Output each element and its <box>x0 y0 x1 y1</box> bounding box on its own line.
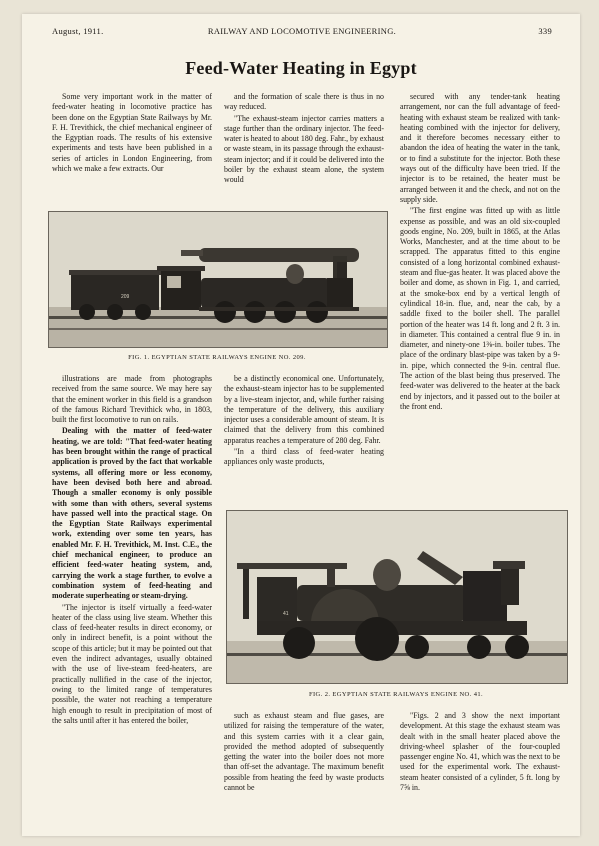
paragraph: illustrations are made from photographs received from the same source. We may here say that the eminent worker in this field is a grandson of the famous Richard Trevithick who, in 1803, built the first locomotive to run on rails. <box>52 374 212 425</box>
figure-2-caption: FIG. 2. EGYPTIAN STATE RAILWAYS ENGINE NO. 41. <box>308 691 484 698</box>
column-2-top <box>224 92 384 210</box>
paragraph: "Figs. 2 and 3 show the next important development. At this stage the exhaust steam was dealt with in the small heater placed above the driving-wheel splasher of the four-coupled passenger engine No. 41, which was the next to be used for the experimental work. The exhaust-steam heater consisted of a cylinder, 5 ft. long by 7⅝ in. <box>400 711 560 793</box>
column-1-top <box>52 92 212 210</box>
paragraph: and the formation of scale there is thus in no way reduced. <box>224 92 384 112</box>
page-number: 339 <box>538 26 552 36</box>
paragraph: "The first engine was fitted up with as little expense as possible, and was an old six-coupled goods engine, No. 209, built in 1865, at the Atlas Works, Manchester, and at the time about to be scrapped. The apparatus fitted to this engine consisted of a long horizontal combined exhaust-steam and flue-gas heater. It was placed above the boiler and dome, as shown in Fig. 1, and carried, at the smoke-box end by a vertical length of cylindical 18-in. flue, and, near the cab, by a saddle fixed to the boiler shell. The parallel portion of the heater was 14 ft. long and 2 ft. 3 in. in diameter. This contained a central flue 9 in. in diameter, and ninety-one 1⅜-in. boiler tubes. The place of the ordinary blast-pipe was taken by a 9-in. pipe, which connected the 9-in. central flue. The action of the blast being thus preserved. The feed-water was delivered to the heater at the back end by injectors, and it passed out to the boiler at the front end. <box>400 206 560 411</box>
column-2-bottom <box>224 711 384 823</box>
paragraph: Some very important work in the matter of feed-water heating in locomotive practice has been done on the Egyptian State Railways by Mr. F. H. Trevithick, the chief mechanical engineer of the Egyptian roads. The results of his extensive experiments and tests have been published in a series of articles in London Engineering, from which we make a few extracts. Our <box>52 92 212 174</box>
figure-1-photo <box>48 211 388 348</box>
paragraph: "The exhaust-steam injector carries matters a stage further than the ordinary injector. The feed-water is heated to about 180 deg. Fahr., by exhaust or waste steam, in its passage through the exhaust-steam injector; and if it could be delivered into the boiler by the exhaust steam alone, the system would <box>224 113 384 185</box>
paragraph: "The injector is itself virtually a feed-water heater of the class using live steam. Whether this class of feed-heater results in direct economy, or only in indirect benefit, is a point without the scope of this article; but it may be pointed out that even the indirect advantages, usually obtained with the use of live-steam feed-heaters, are practically nullified in the case of the injector, owing to the limited range of temperatures possible, the water not reaching a temperature high enough to result in precipitation of most of the salts until after it has entered the boiler, <box>52 602 212 725</box>
column-3-top <box>400 92 560 504</box>
paragraph: secured with any tender-tank heating arrangement, nor can the full advantage of feed-heating with exhaust steam be realized with tank-heating combined with the injector for delivery, and it therefore becomes necessary either to abandon the idea of heating the water in the tank, or to find a substitute for the injector. Both these ways out of the difficulty have been tried. If the injector is to be retained, the heater must be arranged between it and the check, and not on the supply side. <box>400 92 560 204</box>
paragraph: such as exhaust steam and flue gases, are utilized for raising the temperature of the water, and this system carries with it a clear gain, provided the method adopted of subsequently getting the water into the boiler does not more than off-set the advantage. The maximum benefit possible from heating the feed by waste products cannot be <box>224 711 384 793</box>
engine-number-plate: 209 <box>121 294 130 300</box>
issue-date: August, 1911. <box>52 26 104 36</box>
figure-2-photo <box>226 510 568 684</box>
column-3-bottom <box>400 711 560 823</box>
journal-name: RAILWAY AND LOCOMOTIVE ENGINEERING. <box>207 26 397 36</box>
paragraph: Dealing with the matter of feed-water heating, we are told: "That feed-water heating has been brought within the range of practical application is proved by the fact that workable systems, all offering more or less economy, have been devised both here and abroad. Though a smaller economy is only possible with some than with others, several systems have passed well into the practical stage. On the Egyptian State Railways experimental work, extending over some ten years, has enabled Mr. F. H. Trevithick, M. Inst. C.E., the chief mechanical engineer, to produce an efficient feed-water heating system, and, carrying the work a stage further, to evolve a combination system of feed-heating and moderate superheating or steam-drying. <box>52 426 212 601</box>
journal-page <box>22 14 580 836</box>
article-title: Feed-Water Heating in Egypt <box>185 58 417 78</box>
column-1-middle <box>52 374 212 820</box>
figure-1-caption: FIG. 1. EGYPTIAN STATE RAILWAYS ENGINE NO. 209. <box>128 354 306 361</box>
column-2-middle <box>224 374 384 498</box>
running-header <box>52 26 552 40</box>
paragraph: be a distinctly economical one. Unfortunately, the exhaust-steam injector has to be supplemented by a live-steam injector, and, while further raising the temperature of the delivery, this auxiliary injector uses a considerable amount of steam. It is claimed that the delivery from this combined apparatus reaches a temperature of 280 deg. Fahr. <box>224 374 384 445</box>
engine-number-plate: 41 <box>283 611 289 617</box>
paragraph: "In a third class of feed-water heating appliances only waste products, <box>224 447 384 467</box>
